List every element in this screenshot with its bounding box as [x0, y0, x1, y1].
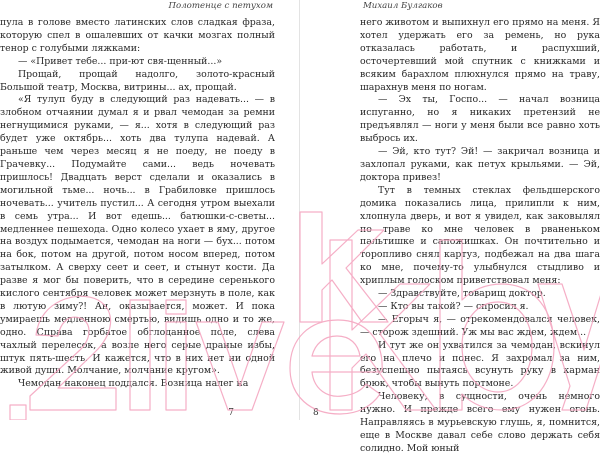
- left-page-body: [0, 17, 275, 391]
- right-page: [300, 0, 600, 454]
- paragraph: — Егорыч я, — отрекомендовался человек, — сторож здешний. Уж мы вас ждем, ждем...: [360, 313, 600, 338]
- page-gutter-divider: [299, 0, 300, 420]
- paragraph: Человеку, в сущности, очень немного нужно. И прежде всего ему нужен огонь. Направляясь в мурьевскую глушь, я, помнится, еще в Москве давал себе слово держать себя солидно. Мой юный: [360, 391, 600, 454]
- paragraph: — Эй, кто тут? Эй! — закричал возница и захлопал руками, как петух крыльями. — Эй, доктора привез!: [360, 146, 600, 183]
- paragraph: — Кто вы такой? — спросил я.: [378, 300, 529, 312]
- paragraph: «Я тулуп буду в следующий раз надевать... — в злобном отчаянии думал я и рвал чемодан за ремни негнущимися руками, — я... хотя в следующий раз будет уже октябрь... хоть два тулупа надевай. А раньше чем через месяц я не поеду, не поеду в Грачевку... Подумайте сами... ведь ночевать пришлось! Двадцать верст сделали и оказались в могильной тьме... ночь... в Грабиловке пришлось ночевать... учитель пустил... А сегодня утром выехали в семь утра... И вот едешь... батюшки-с-светы... медленнее пешехода. Одно колесо ухает в яму, другое на воздух подымается, чемодан на ноги — бух... потом на бок, потом на другой, потом носом вперед, потом затылком. А сверху сеет и сеет, и стынут кости. Да разве я мог бы поверить, что в середине серенького кислого сентября человек может мерзнуть в поле, как в лютую зиму?! Ан, оказывается, может. И пока умираешь медленною смертью, видишь одно и то же, одно. Справа горбатое обглоданное поле, слева чахлый перелесок, а возле него серые драные избы, штук пять-шесть. И кажется, что в них нет ни одной живой души. Молчание, молчание кругом».: [0, 94, 275, 377]
- right-page-body: [360, 17, 600, 456]
- paragraph: И тут же он ухватился за чемодан, вскинул его на плечо и понес. Я захромал за ним, безуспешно пытаясь всунуть руку в карман брюк, чтобы вынуть портмоне.: [360, 339, 600, 390]
- paragraph: Тут в темных стеклах фельдшерского домика показались лица, прилипли к ним, хлопнула дверь, и вот я увидел, как заковылял по траве ко мне человек в рваненьком пальтишке и сапожишках. Он почтительно и торопливо снял картуз, подбежал на два шага ко мне, почему-то улыбнулся стыдливо и хриплым голоском приветствовал меня:: [360, 184, 600, 287]
- paragraph: Прощай, прощай надолго, золото-красный Большой театр, Москва, витрины... ах, прощай.: [0, 68, 275, 93]
- paragraph: Чемодан наконец поддался. Возница налег на: [18, 378, 249, 390]
- page-number-left: 7: [228, 408, 234, 418]
- paragraph: — Эх ты, Госпо... — начал возница испуганно, но я никаких претензий не предъявлял — ноги у меня были все равно хоть выбрось их.: [360, 94, 600, 145]
- paragraph: — «Привет тебе... при-ют свя-щенный...»: [18, 55, 223, 67]
- left-page: [0, 0, 300, 420]
- running-head-right: Михаил Булгаков: [363, 1, 443, 11]
- paragraph: него животом и выпихнул его прямо на меня. Я хотел удержать его за ремень, но рука отказалась работать, и распухший, осточертевший мой спутник с книжками и всяким барахлом плюхнулся прямо на траву, шарахнув меня по ногам.: [360, 17, 600, 93]
- running-head-left: Полотенце с петухом: [168, 1, 273, 11]
- paragraph: пула в голове вместо латинских слов сладкая фраза, которую спел в ошалевших от качки мозгах полный тенор с голубыми ляжками:: [0, 17, 275, 54]
- paragraph: — Здравствуйте, товарищ доктор.: [378, 288, 546, 300]
- page-number-right: 8: [313, 408, 319, 418]
